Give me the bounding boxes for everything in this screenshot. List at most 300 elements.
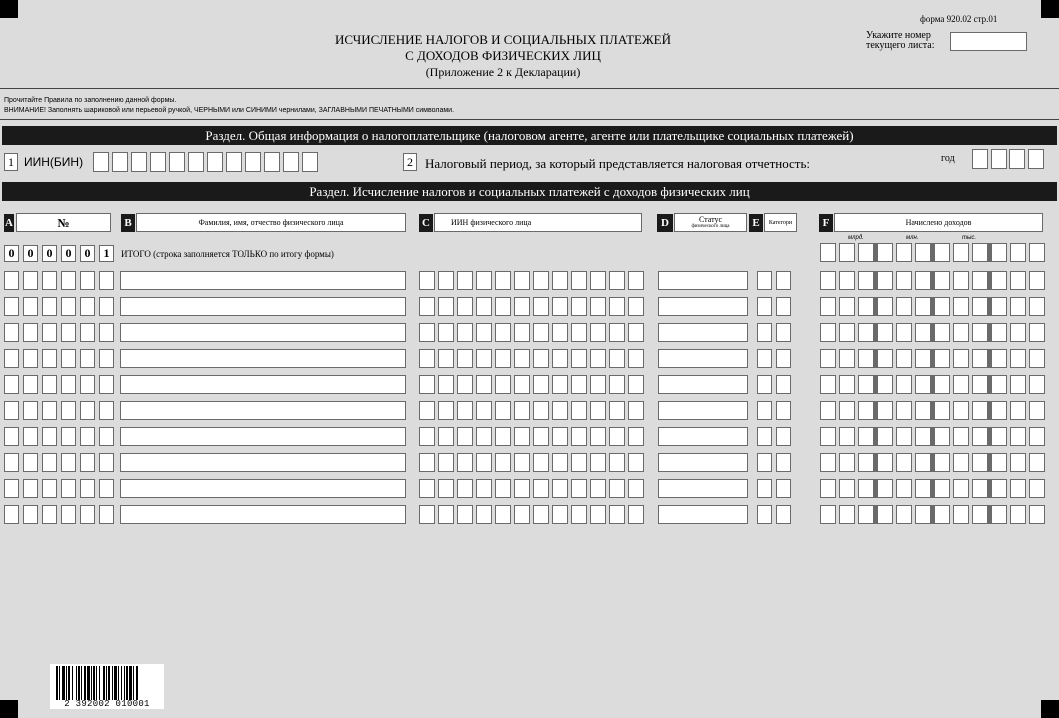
row-5-number-cell[interactable] bbox=[99, 375, 114, 394]
row-6-iin-digit-cell[interactable] bbox=[609, 401, 625, 420]
row-7-number-cell[interactable] bbox=[80, 427, 95, 446]
row-10-iin-digit-cell[interactable] bbox=[609, 505, 625, 524]
row-9-category-cell[interactable] bbox=[776, 479, 791, 498]
row-7-income-digit-cell[interactable] bbox=[1010, 427, 1026, 446]
row-2-category-cell[interactable] bbox=[757, 297, 772, 316]
row-1-name-field[interactable] bbox=[120, 271, 406, 290]
row-3-iin-digit-cell[interactable] bbox=[514, 323, 530, 342]
row-5-income-digit-cell[interactable] bbox=[1029, 375, 1045, 394]
row-7-income-digit-cell[interactable] bbox=[896, 427, 912, 446]
row-8-iin-digit-cell[interactable] bbox=[514, 453, 530, 472]
row-8-number-cell[interactable] bbox=[99, 453, 114, 472]
row-8-status-field[interactable] bbox=[658, 453, 748, 472]
row-4-income-digit-cell[interactable] bbox=[1010, 349, 1026, 368]
row-9-income-digit-cell[interactable] bbox=[953, 479, 969, 498]
row-10-category-cell[interactable] bbox=[757, 505, 772, 524]
row-5-income-digit-cell[interactable] bbox=[953, 375, 969, 394]
row-6-income-digit-cell[interactable] bbox=[915, 401, 931, 420]
row-5-income-digit-cell[interactable] bbox=[820, 375, 836, 394]
row-5-iin-digit-cell[interactable] bbox=[457, 375, 473, 394]
row-2-category-cell[interactable] bbox=[776, 297, 791, 316]
row-6-iin-digit-cell[interactable] bbox=[476, 401, 492, 420]
row-4-iin-digit-cell[interactable] bbox=[495, 349, 511, 368]
row-5-category-cell[interactable] bbox=[757, 375, 772, 394]
row-8-income-digit-cell[interactable] bbox=[877, 453, 893, 472]
row-10-number-cell[interactable] bbox=[42, 505, 57, 524]
row-3-iin-digit-cell[interactable] bbox=[457, 323, 473, 342]
row-7-number-cell[interactable] bbox=[61, 427, 76, 446]
row-2-iin-digit-cell[interactable] bbox=[495, 297, 511, 316]
row-9-number-cell[interactable] bbox=[42, 479, 57, 498]
row-10-income-digit-cell[interactable] bbox=[896, 505, 912, 524]
row-5-number-cell[interactable] bbox=[61, 375, 76, 394]
row-3-income-digit-cell[interactable] bbox=[877, 323, 893, 342]
row-1-number-cell[interactable] bbox=[23, 271, 38, 290]
row-5-iin-digit-cell[interactable] bbox=[514, 375, 530, 394]
row-8-number-cell[interactable] bbox=[4, 453, 19, 472]
row-9-iin-digit-cell[interactable] bbox=[552, 479, 568, 498]
row-6-income-digit-cell[interactable] bbox=[877, 401, 893, 420]
iin-bin-digit-cell[interactable] bbox=[264, 152, 280, 172]
row-9-income-digit-cell[interactable] bbox=[839, 479, 855, 498]
row-9-number-cell[interactable] bbox=[80, 479, 95, 498]
row-4-number-cell[interactable] bbox=[42, 349, 57, 368]
row-1-income-digit-cell[interactable] bbox=[991, 271, 1007, 290]
row-5-status-field[interactable] bbox=[658, 375, 748, 394]
row-6-category-cell[interactable] bbox=[776, 401, 791, 420]
row-8-income-digit-cell[interactable] bbox=[1029, 453, 1045, 472]
row-10-number-cell[interactable] bbox=[99, 505, 114, 524]
row-2-number-cell[interactable] bbox=[80, 297, 95, 316]
row-7-iin-digit-cell[interactable] bbox=[571, 427, 587, 446]
row-6-iin-digit-cell[interactable] bbox=[438, 401, 454, 420]
row-8-iin-digit-cell[interactable] bbox=[571, 453, 587, 472]
row-5-income-digit-cell[interactable] bbox=[858, 375, 874, 394]
total-row-income-digit-cell[interactable] bbox=[991, 243, 1007, 262]
row-4-number-cell[interactable] bbox=[80, 349, 95, 368]
row-1-number-cell[interactable] bbox=[4, 271, 19, 290]
row-1-iin-digit-cell[interactable] bbox=[514, 271, 530, 290]
row-2-iin-digit-cell[interactable] bbox=[438, 297, 454, 316]
row-7-number-cell[interactable] bbox=[4, 427, 19, 446]
iin-bin-digit-cell[interactable] bbox=[245, 152, 261, 172]
row-1-income-digit-cell[interactable] bbox=[934, 271, 950, 290]
row-8-iin-digit-cell[interactable] bbox=[495, 453, 511, 472]
row-9-number-cell[interactable] bbox=[99, 479, 114, 498]
row-7-iin-digit-cell[interactable] bbox=[419, 427, 435, 446]
row-3-name-field[interactable] bbox=[120, 323, 406, 342]
row-10-iin-digit-cell[interactable] bbox=[533, 505, 549, 524]
row-1-iin-digit-cell[interactable] bbox=[590, 271, 606, 290]
row-3-iin-digit-cell[interactable] bbox=[571, 323, 587, 342]
row-10-income-digit-cell[interactable] bbox=[877, 505, 893, 524]
row-1-income-digit-cell[interactable] bbox=[839, 271, 855, 290]
row-10-iin-digit-cell[interactable] bbox=[590, 505, 606, 524]
row-3-income-digit-cell[interactable] bbox=[1010, 323, 1026, 342]
row-5-category-cell[interactable] bbox=[776, 375, 791, 394]
row-7-income-digit-cell[interactable] bbox=[839, 427, 855, 446]
row-8-income-digit-cell[interactable] bbox=[896, 453, 912, 472]
row-9-income-digit-cell[interactable] bbox=[1010, 479, 1026, 498]
row-3-iin-digit-cell[interactable] bbox=[533, 323, 549, 342]
row-6-income-digit-cell[interactable] bbox=[1029, 401, 1045, 420]
row-7-income-digit-cell[interactable] bbox=[934, 427, 950, 446]
year-digit-cell[interactable] bbox=[1009, 149, 1025, 169]
row-3-number-cell[interactable] bbox=[23, 323, 38, 342]
row-10-status-field[interactable] bbox=[658, 505, 748, 524]
row-8-category-cell[interactable] bbox=[757, 453, 772, 472]
row-10-income-digit-cell[interactable] bbox=[1010, 505, 1026, 524]
row-9-income-digit-cell[interactable] bbox=[858, 479, 874, 498]
row-1-income-digit-cell[interactable] bbox=[896, 271, 912, 290]
row-9-number-cell[interactable] bbox=[4, 479, 19, 498]
row-3-iin-digit-cell[interactable] bbox=[552, 323, 568, 342]
row-6-iin-digit-cell[interactable] bbox=[514, 401, 530, 420]
iin-bin-digit-cell[interactable] bbox=[131, 152, 147, 172]
row-4-income-digit-cell[interactable] bbox=[953, 349, 969, 368]
row-3-income-digit-cell[interactable] bbox=[972, 323, 988, 342]
row-10-iin-digit-cell[interactable] bbox=[495, 505, 511, 524]
row-10-number-cell[interactable] bbox=[4, 505, 19, 524]
row-1-iin-digit-cell[interactable] bbox=[571, 271, 587, 290]
row-8-income-digit-cell[interactable] bbox=[934, 453, 950, 472]
row-5-number-cell[interactable] bbox=[23, 375, 38, 394]
row-4-category-cell[interactable] bbox=[757, 349, 772, 368]
row-1-income-digit-cell[interactable] bbox=[915, 271, 931, 290]
row-9-income-digit-cell[interactable] bbox=[1029, 479, 1045, 498]
row-10-number-cell[interactable] bbox=[61, 505, 76, 524]
row-10-iin-digit-cell[interactable] bbox=[438, 505, 454, 524]
row-2-income-digit-cell[interactable] bbox=[896, 297, 912, 316]
row-7-iin-digit-cell[interactable] bbox=[590, 427, 606, 446]
row-10-income-digit-cell[interactable] bbox=[991, 505, 1007, 524]
row-6-status-field[interactable] bbox=[658, 401, 748, 420]
row-8-income-digit-cell[interactable] bbox=[858, 453, 874, 472]
year-digit-cell[interactable] bbox=[972, 149, 988, 169]
row-2-iin-digit-cell[interactable] bbox=[628, 297, 644, 316]
row-1-iin-digit-cell[interactable] bbox=[533, 271, 549, 290]
row-9-status-field[interactable] bbox=[658, 479, 748, 498]
row-4-iin-digit-cell[interactable] bbox=[438, 349, 454, 368]
row-2-income-digit-cell[interactable] bbox=[953, 297, 969, 316]
row-10-number-cell[interactable] bbox=[23, 505, 38, 524]
row-3-iin-digit-cell[interactable] bbox=[590, 323, 606, 342]
row-6-income-digit-cell[interactable] bbox=[1010, 401, 1026, 420]
iin-bin-digit-cell[interactable] bbox=[226, 152, 242, 172]
row-7-category-cell[interactable] bbox=[776, 427, 791, 446]
row-5-income-digit-cell[interactable] bbox=[839, 375, 855, 394]
row-7-iin-digit-cell[interactable] bbox=[514, 427, 530, 446]
row-8-iin-digit-cell[interactable] bbox=[552, 453, 568, 472]
iin-bin-digit-cell[interactable] bbox=[188, 152, 204, 172]
row-10-number-cell[interactable] bbox=[80, 505, 95, 524]
row-4-status-field[interactable] bbox=[658, 349, 748, 368]
row-7-iin-digit-cell[interactable] bbox=[533, 427, 549, 446]
row-5-iin-digit-cell[interactable] bbox=[590, 375, 606, 394]
row-1-category-cell[interactable] bbox=[776, 271, 791, 290]
row-1-iin-digit-cell[interactable] bbox=[609, 271, 625, 290]
row-5-iin-digit-cell[interactable] bbox=[476, 375, 492, 394]
row-10-income-digit-cell[interactable] bbox=[972, 505, 988, 524]
row-5-iin-digit-cell[interactable] bbox=[419, 375, 435, 394]
total-row-income-digit-cell[interactable] bbox=[896, 243, 912, 262]
row-4-income-digit-cell[interactable] bbox=[1029, 349, 1045, 368]
row-2-iin-digit-cell[interactable] bbox=[514, 297, 530, 316]
row-3-income-digit-cell[interactable] bbox=[858, 323, 874, 342]
row-9-income-digit-cell[interactable] bbox=[877, 479, 893, 498]
row-7-iin-digit-cell[interactable] bbox=[476, 427, 492, 446]
year-digit-cell[interactable] bbox=[991, 149, 1007, 169]
row-7-name-field[interactable] bbox=[120, 427, 406, 446]
row-3-income-digit-cell[interactable] bbox=[991, 323, 1007, 342]
row-1-iin-digit-cell[interactable] bbox=[419, 271, 435, 290]
row-7-iin-digit-cell[interactable] bbox=[628, 427, 644, 446]
row-9-number-cell[interactable] bbox=[23, 479, 38, 498]
row-4-category-cell[interactable] bbox=[776, 349, 791, 368]
row-7-iin-digit-cell[interactable] bbox=[457, 427, 473, 446]
row-2-income-digit-cell[interactable] bbox=[877, 297, 893, 316]
row-4-income-digit-cell[interactable] bbox=[972, 349, 988, 368]
row-5-iin-digit-cell[interactable] bbox=[552, 375, 568, 394]
row-8-iin-digit-cell[interactable] bbox=[628, 453, 644, 472]
row-6-income-digit-cell[interactable] bbox=[858, 401, 874, 420]
row-9-iin-digit-cell[interactable] bbox=[571, 479, 587, 498]
row-10-iin-digit-cell[interactable] bbox=[476, 505, 492, 524]
row-1-iin-digit-cell[interactable] bbox=[438, 271, 454, 290]
row-8-income-digit-cell[interactable] bbox=[915, 453, 931, 472]
row-7-category-cell[interactable] bbox=[757, 427, 772, 446]
row-10-income-digit-cell[interactable] bbox=[934, 505, 950, 524]
row-1-number-cell[interactable] bbox=[61, 271, 76, 290]
row-10-income-digit-cell[interactable] bbox=[820, 505, 836, 524]
row-5-income-digit-cell[interactable] bbox=[896, 375, 912, 394]
row-7-iin-digit-cell[interactable] bbox=[552, 427, 568, 446]
row-1-income-digit-cell[interactable] bbox=[858, 271, 874, 290]
row-6-iin-digit-cell[interactable] bbox=[571, 401, 587, 420]
row-2-income-digit-cell[interactable] bbox=[1029, 297, 1045, 316]
row-8-income-digit-cell[interactable] bbox=[953, 453, 969, 472]
row-7-number-cell[interactable] bbox=[99, 427, 114, 446]
row-3-iin-digit-cell[interactable] bbox=[476, 323, 492, 342]
row-2-income-digit-cell[interactable] bbox=[934, 297, 950, 316]
row-2-iin-digit-cell[interactable] bbox=[571, 297, 587, 316]
row-9-number-cell[interactable] bbox=[61, 479, 76, 498]
row-6-income-digit-cell[interactable] bbox=[991, 401, 1007, 420]
row-8-income-digit-cell[interactable] bbox=[839, 453, 855, 472]
row-1-iin-digit-cell[interactable] bbox=[552, 271, 568, 290]
row-6-name-field[interactable] bbox=[120, 401, 406, 420]
row-7-iin-digit-cell[interactable] bbox=[609, 427, 625, 446]
row-9-iin-digit-cell[interactable] bbox=[628, 479, 644, 498]
row-5-income-digit-cell[interactable] bbox=[877, 375, 893, 394]
row-4-iin-digit-cell[interactable] bbox=[571, 349, 587, 368]
row-6-iin-digit-cell[interactable] bbox=[457, 401, 473, 420]
row-6-number-cell[interactable] bbox=[23, 401, 38, 420]
row-5-iin-digit-cell[interactable] bbox=[628, 375, 644, 394]
row-2-income-digit-cell[interactable] bbox=[991, 297, 1007, 316]
row-3-income-digit-cell[interactable] bbox=[839, 323, 855, 342]
row-9-income-digit-cell[interactable] bbox=[820, 479, 836, 498]
row-2-income-digit-cell[interactable] bbox=[820, 297, 836, 316]
row-8-category-cell[interactable] bbox=[776, 453, 791, 472]
row-9-iin-digit-cell[interactable] bbox=[419, 479, 435, 498]
row-6-number-cell[interactable] bbox=[42, 401, 57, 420]
row-5-income-digit-cell[interactable] bbox=[972, 375, 988, 394]
row-8-iin-digit-cell[interactable] bbox=[590, 453, 606, 472]
row-8-number-cell[interactable] bbox=[61, 453, 76, 472]
row-9-iin-digit-cell[interactable] bbox=[495, 479, 511, 498]
row-3-income-digit-cell[interactable] bbox=[953, 323, 969, 342]
row-7-income-digit-cell[interactable] bbox=[877, 427, 893, 446]
row-6-iin-digit-cell[interactable] bbox=[590, 401, 606, 420]
row-2-iin-digit-cell[interactable] bbox=[476, 297, 492, 316]
row-4-iin-digit-cell[interactable] bbox=[590, 349, 606, 368]
row-2-number-cell[interactable] bbox=[99, 297, 114, 316]
row-3-income-digit-cell[interactable] bbox=[915, 323, 931, 342]
row-9-iin-digit-cell[interactable] bbox=[476, 479, 492, 498]
iin-bin-digit-cell[interactable] bbox=[169, 152, 185, 172]
year-digit-cell[interactable] bbox=[1028, 149, 1044, 169]
row-7-income-digit-cell[interactable] bbox=[953, 427, 969, 446]
row-3-iin-digit-cell[interactable] bbox=[419, 323, 435, 342]
row-10-iin-digit-cell[interactable] bbox=[552, 505, 568, 524]
row-6-income-digit-cell[interactable] bbox=[839, 401, 855, 420]
row-1-iin-digit-cell[interactable] bbox=[476, 271, 492, 290]
row-9-iin-digit-cell[interactable] bbox=[533, 479, 549, 498]
row-3-number-cell[interactable] bbox=[61, 323, 76, 342]
row-3-income-digit-cell[interactable] bbox=[896, 323, 912, 342]
row-3-income-digit-cell[interactable] bbox=[934, 323, 950, 342]
row-6-category-cell[interactable] bbox=[757, 401, 772, 420]
row-4-income-digit-cell[interactable] bbox=[896, 349, 912, 368]
row-7-iin-digit-cell[interactable] bbox=[495, 427, 511, 446]
row-4-number-cell[interactable] bbox=[4, 349, 19, 368]
row-8-iin-digit-cell[interactable] bbox=[419, 453, 435, 472]
row-8-iin-digit-cell[interactable] bbox=[609, 453, 625, 472]
iin-bin-digit-cell[interactable] bbox=[112, 152, 128, 172]
row-6-iin-digit-cell[interactable] bbox=[495, 401, 511, 420]
row-8-income-digit-cell[interactable] bbox=[1010, 453, 1026, 472]
row-6-iin-digit-cell[interactable] bbox=[628, 401, 644, 420]
row-8-income-digit-cell[interactable] bbox=[972, 453, 988, 472]
row-7-status-field[interactable] bbox=[658, 427, 748, 446]
row-6-income-digit-cell[interactable] bbox=[934, 401, 950, 420]
row-9-income-digit-cell[interactable] bbox=[915, 479, 931, 498]
total-row-income-digit-cell[interactable] bbox=[877, 243, 893, 262]
row-6-number-cell[interactable] bbox=[4, 401, 19, 420]
row-4-iin-digit-cell[interactable] bbox=[609, 349, 625, 368]
row-4-iin-digit-cell[interactable] bbox=[457, 349, 473, 368]
row-2-number-cell[interactable] bbox=[23, 297, 38, 316]
row-8-number-cell[interactable] bbox=[23, 453, 38, 472]
row-9-iin-digit-cell[interactable] bbox=[590, 479, 606, 498]
row-4-number-cell[interactable] bbox=[61, 349, 76, 368]
row-8-iin-digit-cell[interactable] bbox=[457, 453, 473, 472]
row-7-number-cell[interactable] bbox=[42, 427, 57, 446]
iin-bin-digit-cell[interactable] bbox=[283, 152, 299, 172]
row-8-number-cell[interactable] bbox=[80, 453, 95, 472]
row-4-iin-digit-cell[interactable] bbox=[419, 349, 435, 368]
row-10-income-digit-cell[interactable] bbox=[839, 505, 855, 524]
row-4-number-cell[interactable] bbox=[23, 349, 38, 368]
row-7-income-digit-cell[interactable] bbox=[972, 427, 988, 446]
row-10-iin-digit-cell[interactable] bbox=[571, 505, 587, 524]
row-3-status-field[interactable] bbox=[658, 323, 748, 342]
row-6-number-cell[interactable] bbox=[80, 401, 95, 420]
row-10-income-digit-cell[interactable] bbox=[915, 505, 931, 524]
row-7-income-digit-cell[interactable] bbox=[858, 427, 874, 446]
total-row-income-digit-cell[interactable] bbox=[972, 243, 988, 262]
row-4-income-digit-cell[interactable] bbox=[820, 349, 836, 368]
row-2-number-cell[interactable] bbox=[61, 297, 76, 316]
row-1-status-field[interactable] bbox=[658, 271, 748, 290]
row-10-income-digit-cell[interactable] bbox=[858, 505, 874, 524]
row-9-income-digit-cell[interactable] bbox=[934, 479, 950, 498]
row-8-iin-digit-cell[interactable] bbox=[438, 453, 454, 472]
row-1-number-cell[interactable] bbox=[42, 271, 57, 290]
row-5-iin-digit-cell[interactable] bbox=[533, 375, 549, 394]
row-2-iin-digit-cell[interactable] bbox=[419, 297, 435, 316]
row-9-category-cell[interactable] bbox=[757, 479, 772, 498]
row-10-income-digit-cell[interactable] bbox=[953, 505, 969, 524]
row-7-income-digit-cell[interactable] bbox=[915, 427, 931, 446]
row-4-income-digit-cell[interactable] bbox=[915, 349, 931, 368]
row-2-iin-digit-cell[interactable] bbox=[609, 297, 625, 316]
row-2-iin-digit-cell[interactable] bbox=[590, 297, 606, 316]
row-1-number-cell[interactable] bbox=[99, 271, 114, 290]
row-2-iin-digit-cell[interactable] bbox=[533, 297, 549, 316]
row-4-iin-digit-cell[interactable] bbox=[533, 349, 549, 368]
row-1-income-digit-cell[interactable] bbox=[953, 271, 969, 290]
row-7-income-digit-cell[interactable] bbox=[820, 427, 836, 446]
row-5-income-digit-cell[interactable] bbox=[1010, 375, 1026, 394]
row-4-income-digit-cell[interactable] bbox=[858, 349, 874, 368]
iin-bin-digit-cell[interactable] bbox=[302, 152, 318, 172]
row-10-name-field[interactable] bbox=[120, 505, 406, 524]
row-3-number-cell[interactable] bbox=[4, 323, 19, 342]
row-10-income-digit-cell[interactable] bbox=[1029, 505, 1045, 524]
row-5-iin-digit-cell[interactable] bbox=[495, 375, 511, 394]
row-7-income-digit-cell[interactable] bbox=[1029, 427, 1045, 446]
row-10-iin-digit-cell[interactable] bbox=[419, 505, 435, 524]
row-8-number-cell[interactable] bbox=[42, 453, 57, 472]
row-1-number-cell[interactable] bbox=[80, 271, 95, 290]
row-6-income-digit-cell[interactable] bbox=[896, 401, 912, 420]
row-5-iin-digit-cell[interactable] bbox=[571, 375, 587, 394]
row-1-iin-digit-cell[interactable] bbox=[628, 271, 644, 290]
total-row-income-digit-cell[interactable] bbox=[820, 243, 836, 262]
row-9-income-digit-cell[interactable] bbox=[972, 479, 988, 498]
row-5-number-cell[interactable] bbox=[80, 375, 95, 394]
row-6-income-digit-cell[interactable] bbox=[820, 401, 836, 420]
row-4-iin-digit-cell[interactable] bbox=[514, 349, 530, 368]
row-10-category-cell[interactable] bbox=[776, 505, 791, 524]
row-2-name-field[interactable] bbox=[120, 297, 406, 316]
row-8-income-digit-cell[interactable] bbox=[820, 453, 836, 472]
row-5-number-cell[interactable] bbox=[4, 375, 19, 394]
row-6-iin-digit-cell[interactable] bbox=[552, 401, 568, 420]
row-4-number-cell[interactable] bbox=[99, 349, 114, 368]
row-1-income-digit-cell[interactable] bbox=[1029, 271, 1045, 290]
row-2-income-digit-cell[interactable] bbox=[858, 297, 874, 316]
row-3-number-cell[interactable] bbox=[99, 323, 114, 342]
row-5-income-digit-cell[interactable] bbox=[934, 375, 950, 394]
row-2-number-cell[interactable] bbox=[42, 297, 57, 316]
total-row-income-digit-cell[interactable] bbox=[953, 243, 969, 262]
row-9-iin-digit-cell[interactable] bbox=[609, 479, 625, 498]
iin-bin-digit-cell[interactable] bbox=[93, 152, 109, 172]
row-3-income-digit-cell[interactable] bbox=[820, 323, 836, 342]
